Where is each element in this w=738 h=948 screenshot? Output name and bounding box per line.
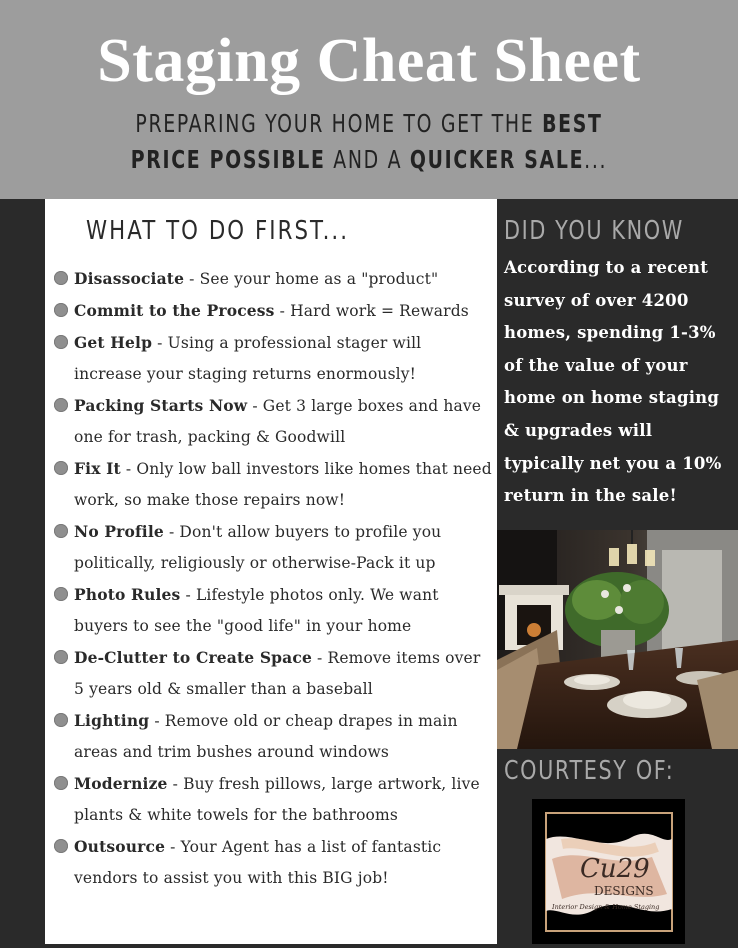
tip-name: Lighting (74, 711, 150, 730)
bullet-icon (54, 713, 68, 727)
tip-description: Get 3 large boxes and have one for trash, packing & Goodwill (74, 397, 482, 446)
tip-description: Only low ball investors like homes that need work, so make those repairs now! (74, 460, 492, 509)
tip-separator: - (184, 270, 200, 288)
list-item (53, 453, 493, 516)
list-item (53, 263, 493, 295)
tip-text (74, 295, 493, 327)
subtitle-text-1: PREPARING YOUR HOME TO GET THE (135, 109, 543, 138)
tip-separator: - (311, 649, 328, 667)
tip-name: Modernize (74, 774, 168, 793)
tip-text (74, 516, 493, 579)
bullet-icon (54, 587, 68, 601)
tip-name: De-Clutter to Create Space (74, 648, 312, 667)
page-subtitle (109, 106, 628, 178)
tip-description: Using a professional stager will increase your staging returns enormously! (74, 334, 422, 383)
subtitle-bold-2: QUICKER SALE (409, 145, 585, 174)
bullet-icon (54, 839, 68, 853)
tip-description: Remove items over 5 years old & smaller than a baseball (74, 649, 481, 698)
tip-text (74, 642, 493, 705)
header-banner (0, 0, 738, 199)
tip-name: Packing Starts Now (74, 396, 248, 415)
tip-name: Photo Rules (74, 585, 181, 604)
list-item (53, 295, 493, 327)
list-item (53, 516, 493, 579)
tip-description: Hard work = Rewards (290, 302, 469, 320)
subtitle-bold-1: BEST PRICE POSSIBLE (130, 109, 603, 174)
tip-separator: - (180, 586, 196, 604)
bullet-icon (54, 776, 68, 790)
tip-text (74, 327, 493, 390)
did-you-know-heading: DID YOU KNOW (504, 216, 684, 246)
tip-text (74, 263, 493, 295)
tip-text (74, 705, 493, 768)
tip-separator: - (152, 334, 168, 352)
logo-tagline: Interior Design & Home Staging (552, 903, 660, 911)
tip-separator: - (274, 302, 291, 320)
tip-description: Remove old or cheap drapes in main areas and trim bushes around windows (74, 712, 458, 761)
tip-separator: - (163, 523, 180, 541)
tip-description: Your Agent has a list of fantastic vendors to assist you with this BIG job! (74, 838, 442, 887)
page-title: Staging Cheat Sheet (97, 27, 641, 95)
tip-name: No Profile (74, 522, 164, 541)
list-item (53, 327, 493, 390)
tip-text (74, 831, 493, 894)
courtesy-heading: COURTESY OF: (504, 756, 675, 786)
tips-list (53, 263, 493, 894)
list-item (53, 579, 493, 642)
dining-room-photo (497, 530, 738, 749)
tip-description: Don't allow buyers to profile you politically, religiously or otherwise-Pack it up (74, 523, 442, 572)
logo-text: Cu29 (580, 854, 650, 884)
sidebar-panel (497, 199, 738, 944)
bullet-icon (54, 398, 68, 412)
tip-name: Fix It (74, 459, 121, 478)
tip-text (74, 453, 493, 516)
did-you-know-text: According to a recent survey of over 4200 homes, spending 1-3% of the value of your home on home staging & upgrades will typically net you a 10% return in the sale! (504, 258, 722, 506)
tip-name: Get Help (74, 333, 153, 352)
list-item (53, 768, 493, 831)
subtitle-text-2: AND A (325, 145, 410, 174)
list-item (53, 705, 493, 768)
logo-subtext: DESIGNS (594, 884, 654, 898)
tip-separator: - (149, 712, 165, 730)
tip-description: See your home as a "product" (199, 270, 439, 288)
bullet-icon (54, 524, 68, 538)
list-item (53, 642, 493, 705)
dining-room-photo-image (497, 530, 738, 749)
tip-text (74, 768, 493, 831)
bullet-icon (54, 650, 68, 664)
tip-name: Commit to the Process (74, 301, 275, 320)
tip-name: Outsource (74, 837, 166, 856)
tip-text (74, 579, 493, 642)
tip-separator: - (167, 775, 184, 793)
tip-name: Disassociate (74, 269, 185, 288)
tips-panel (45, 199, 497, 944)
bullet-icon (54, 303, 68, 317)
tip-description: Lifestyle photos only. We want buyers to see the "good life" in your home (74, 586, 439, 635)
tip-separator: - (165, 838, 181, 856)
tip-separator: - (247, 397, 263, 415)
bullet-icon (54, 271, 68, 285)
cu29-designs-logo (532, 799, 685, 944)
tip-text (74, 390, 493, 453)
bullet-icon (54, 335, 68, 349)
subtitle-text-3: ... (584, 145, 608, 174)
list-item (53, 390, 493, 453)
tips-heading: WHAT TO DO FIRST... (86, 216, 350, 246)
tip-description: Buy fresh pillows, large artwork, live plants & white towels for the bathrooms (74, 775, 480, 824)
tip-separator: - (120, 460, 137, 478)
list-item (53, 831, 493, 894)
logo-graphic (532, 799, 685, 944)
bullet-icon (54, 461, 68, 475)
